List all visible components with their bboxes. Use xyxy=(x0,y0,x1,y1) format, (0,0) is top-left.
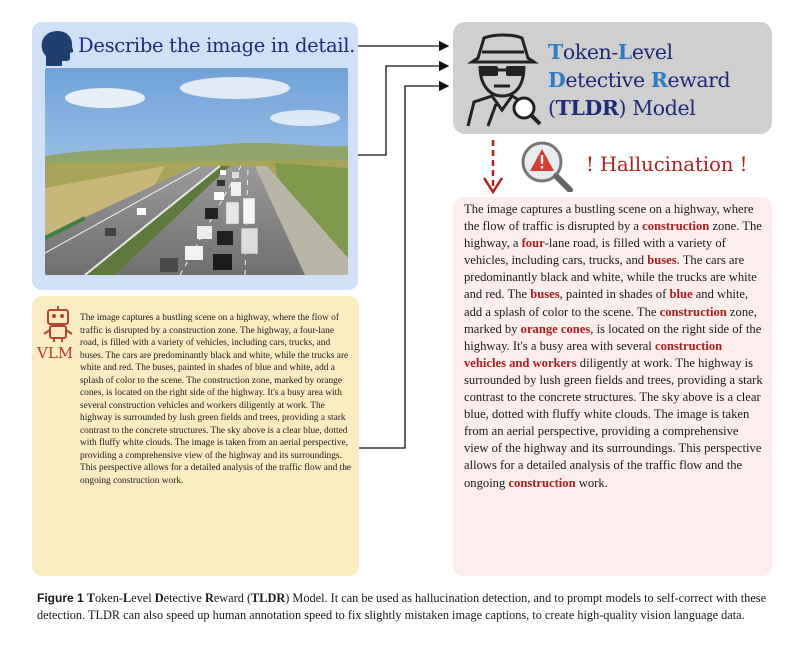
hallucinated-span: construction xyxy=(508,475,576,490)
arrow-image-to-model xyxy=(348,66,448,155)
text-span: zone, marked by xyxy=(464,304,757,336)
prompt-text: Describe the image in detail. xyxy=(78,34,356,57)
hallucinated-span: construction xyxy=(659,304,727,319)
text-span: -lane road, is filled with a variety of vehicles, including cars, trucks, and xyxy=(464,236,726,268)
text-span: The image captures a bustling scene on a highway, where the flow of traffic is disrupted by a xyxy=(464,202,754,234)
red-down-arrow-icon xyxy=(478,138,508,196)
figure-label: Figure 1 xyxy=(37,591,84,605)
hallucinated-span: four xyxy=(521,236,545,251)
vlm-label: VLM xyxy=(37,344,74,362)
hallucinated-span: construction xyxy=(642,219,710,234)
hallucinated-span: buses xyxy=(647,253,677,268)
warning-magnifier-icon xyxy=(520,140,574,192)
text-span: . The cars are predominantly black and white, while the trucks are white and red. The xyxy=(464,253,757,302)
figure-caption-body: It can be used as hallucination detection, and to prompt models to self-correct with these detection. TLDR can also speed up human annotation speed to fix slightly mistaken image captions, to create high-quality vision language data. xyxy=(37,591,767,622)
robot-icon xyxy=(42,306,74,342)
hallucination-label: ! Hallucination ! xyxy=(586,153,748,176)
text-span: , is located on the right side of the highway. It's a busy area with several xyxy=(464,321,762,353)
text-span: work. xyxy=(575,475,608,490)
hallucinated-span: buses xyxy=(530,287,560,302)
highway-photo xyxy=(45,68,348,275)
text-span: zone. The highway, a xyxy=(464,219,762,251)
tldr-model-title xyxy=(548,38,730,122)
figure-caption xyxy=(37,590,770,623)
tldr-title-line-3: (TLDR) Model xyxy=(548,96,696,120)
tldr-title-line-2: Detective Reward xyxy=(548,68,731,92)
vlm-caption-text: The image captures a bustling scene on a highway, where the flow of traffic is disrupted by a construction zone. The highway, a four-lane road, is filled with a variety of vehicles, including cars, trucks, and buses. The cars are predominantly black and white, while the trucks are white and red. The buses, painted in shades of blue and white, add a splash of color to the scene. The construction zone, marked by orange cones, is located on the right side of the highway. It's a busy area with several construction vehicles and workers diligently at work. The highway is surrounded by lush green fields and trees, providing a stark contrast to the concrete structures. The sky above is a clear blue, dotted with fluffy white clouds. The image is taken from an aerial perspective, providing a comprehensive view of the highway and its surroundings. This perspective allows for a detailed analysis of the traffic flow and the ongoing construction work. xyxy=(80,313,352,486)
hallucinated-span: orange cones xyxy=(520,321,591,336)
detective-icon xyxy=(462,32,544,128)
figure-title: Token-Level Detective Reward (TLDR) Model. xyxy=(86,591,328,605)
text-span: and white, add a splash of color to the scene. The xyxy=(464,287,749,319)
hallucinated-span: construction vehicles and workers xyxy=(464,338,723,370)
hallucinated-span: blue xyxy=(669,287,693,302)
user-head-icon xyxy=(40,30,74,68)
text-span: , painted in shades of xyxy=(559,287,670,302)
text-span: diligently at work. The highway is surrounded by lush green fields and trees, providing a stark contrast to the concrete structures. The sky above is a clear blue, dotted with fluffy white clouds. The image is taken from an aerial perspective, providing a comprehensive view of the highway and its surroundings. This perspective allows for a detailed analysis of the traffic flow and the ongoing xyxy=(464,355,763,490)
tldr-title-line-1: Token-Level xyxy=(548,40,673,64)
detection-output-text xyxy=(464,201,765,492)
